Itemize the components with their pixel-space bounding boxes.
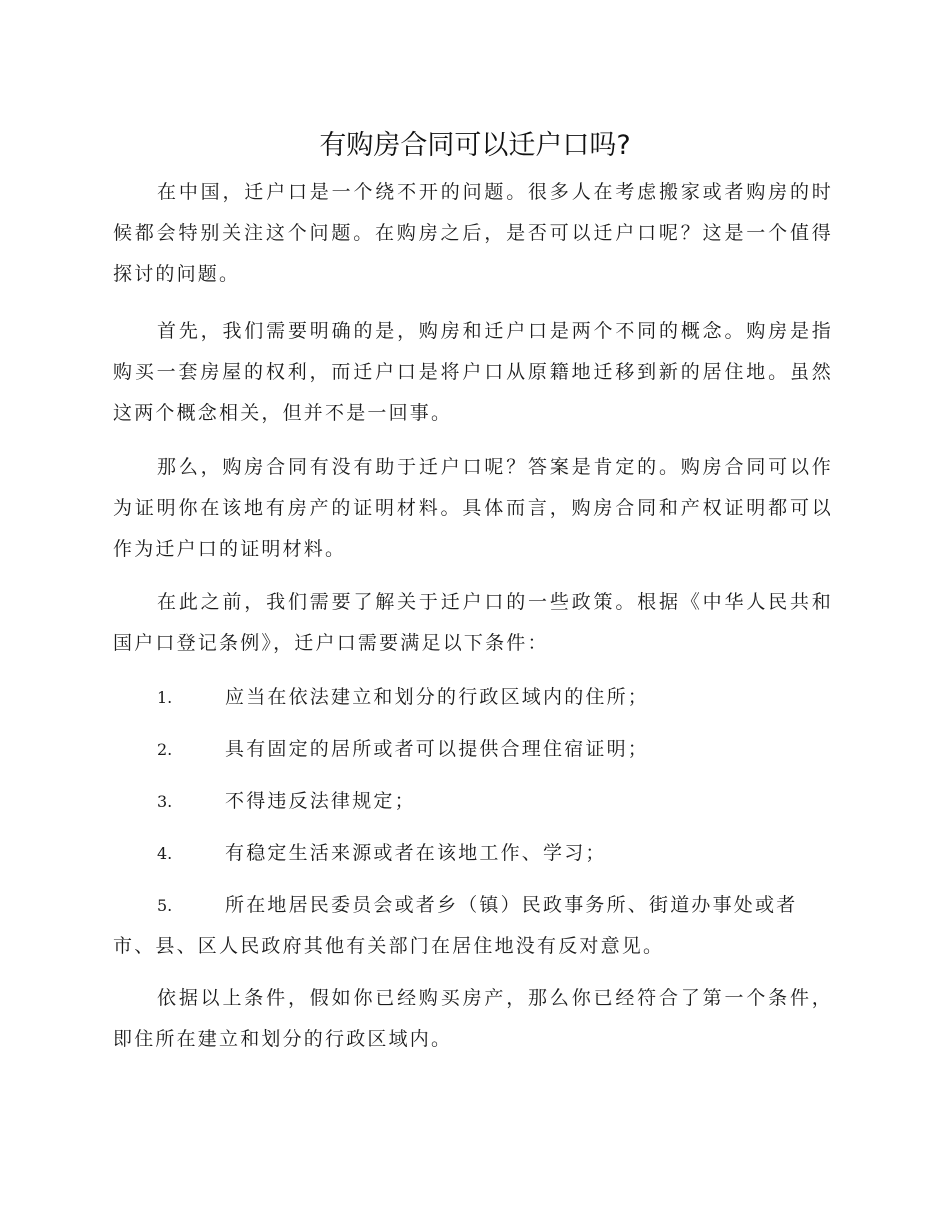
condition-number: 2. [157,740,173,759]
condition-text: 有稳定生活来源或者在该地工作、学习； [225,842,607,864]
condition-number: 5. [157,896,173,915]
paragraph-policy: 在此之前，我们需要了解关于迁户口的一些政策。根据《中华人民共和国户口登记条例》，迁户口需要满足以下条件： [113,591,833,654]
condition-item [113,677,833,718]
paragraph-concepts: 首先，我们需要明确的是，购房和迁户口是两个不同的概念。购房是指购买一套房屋的权利，而迁户口是将户口从原籍地迁移到新的居住地。虽然这两个概念相关，但并不是一回事。 [113,320,833,424]
condition-text: 所在地居民委员会或者乡（镇）民政事务所、街道办事处或者市、县、区人民政府其他有关部门在居住地没有反对意见。 [113,894,798,957]
paragraph-contract-help: 那么，购房合同有没有助于迁户口呢？答案是肯定的。购房合同可以作为证明你在该地有房产的证明材料。具体而言，购房合同和产权证明都可以作为迁户口的证明材料。 [113,456,833,560]
condition-text: 具有固定的居所或者可以提供合理住宿证明； [225,738,650,760]
condition-number: 4. [157,844,173,863]
condition-item [113,885,833,967]
paragraph-intro: 在中国，迁户口是一个绕不开的问题。很多人在考虑搬家或者购房的时候都会特别关注这个问题。在购房之后，是否可以迁户口呢？这是一个值得探讨的问题。 [113,181,833,285]
condition-number: 3. [157,792,173,811]
paragraph-conclusion: 依据以上条件，假如你已经购买房产，那么你已经符合了第一个条件，即住所在建立和划分的行政区域内。 [113,987,833,1050]
condition-item [113,833,833,874]
condition-text: 不得违反法律规定； [225,790,416,812]
condition-number: 1. [157,688,173,707]
condition-item [113,729,833,770]
condition-text: 应当在依法建立和划分的行政区域内的住所； [225,686,650,708]
condition-item [113,781,833,822]
document-title: 有购房合同可以迁户口吗? [319,130,631,161]
